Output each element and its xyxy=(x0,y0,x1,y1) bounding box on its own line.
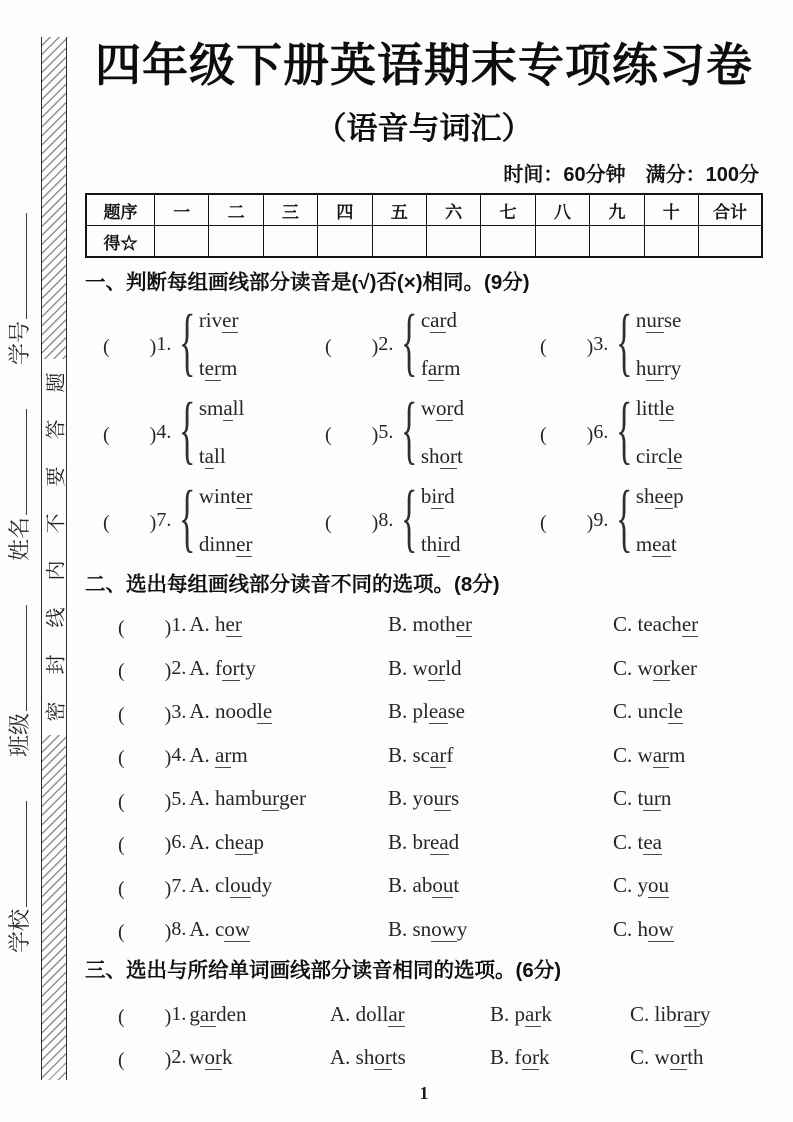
question-number: 1. xyxy=(171,1003,187,1026)
score-empty-cell xyxy=(535,226,589,258)
side-field-name xyxy=(3,409,34,561)
score-empty-cell xyxy=(372,226,426,258)
seal-text-char: 密 xyxy=(45,701,68,722)
stem-word: garden xyxy=(189,1001,247,1026)
score-table-header-cell: 八 xyxy=(535,194,589,226)
option-a: A. noodle xyxy=(189,699,273,724)
fill-in-line xyxy=(6,801,27,907)
mc-question-row xyxy=(85,865,763,909)
option-a: A. her xyxy=(189,612,242,637)
score-table-header-cell: 合计 xyxy=(699,194,763,226)
page-subtitle: （语音与词汇） xyxy=(315,111,533,147)
side-field-label: 学号 xyxy=(7,320,32,365)
option-a: A. arm xyxy=(189,742,248,767)
word-bottom: tall xyxy=(198,443,226,468)
answer-blank: ( ) xyxy=(118,790,172,813)
phonics-pair-item xyxy=(540,389,763,477)
option-c: C. you xyxy=(613,873,670,898)
word-bottom: term xyxy=(198,355,238,380)
score-empty-cell xyxy=(590,226,644,258)
question-number: 1. xyxy=(156,333,172,356)
mc-question-row xyxy=(85,908,763,952)
question-number: 4. xyxy=(171,744,187,767)
question-number: 2. xyxy=(171,1046,187,1069)
phonics-pair-item xyxy=(103,389,325,477)
side-field-label: 学校 xyxy=(7,908,32,953)
fill-in-line xyxy=(6,605,27,711)
phonics-pair-item xyxy=(540,301,763,389)
mc-question-row xyxy=(85,691,763,735)
seal-text-char: 线 xyxy=(45,607,68,628)
question-number: 8. xyxy=(171,918,187,941)
phonics-pair-item xyxy=(325,389,540,477)
question-number: 9. xyxy=(593,509,609,532)
section-1-items xyxy=(85,301,763,565)
question-number: 6. xyxy=(593,421,609,444)
word-bottom: short xyxy=(420,443,463,468)
word-top: winter xyxy=(198,483,253,508)
word-top: card xyxy=(420,307,457,332)
question-number: 3. xyxy=(593,333,609,356)
section-2-heading: 二、选出每组画线部分读音不同的选项。(8分) xyxy=(85,572,500,596)
question-number: 2. xyxy=(171,657,187,680)
answer-blank: ( ) xyxy=(118,616,172,639)
score-table-header-cell: 三 xyxy=(263,194,317,226)
side-field-label: 姓名 xyxy=(7,516,32,561)
brace-glyph: { xyxy=(179,299,196,384)
stem-word: work xyxy=(189,1044,233,1069)
answer-blank: ( ) xyxy=(118,747,172,770)
word-bottom: hurry xyxy=(635,355,682,380)
answer-blank: ( ) xyxy=(325,336,379,359)
word-top: bird xyxy=(420,483,455,508)
score-table-header-cell: 二 xyxy=(209,194,263,226)
option-b: B. park xyxy=(490,1001,552,1026)
page-title: 四年级下册英语期末专项练习卷 xyxy=(95,39,753,91)
question-number: 7. xyxy=(171,874,187,897)
answer-blank: ( ) xyxy=(540,336,594,359)
main-content xyxy=(85,38,763,1104)
page-number: 1 xyxy=(419,1083,429,1104)
word-top: nurse xyxy=(635,307,682,332)
fill-in-line xyxy=(6,409,27,515)
answer-blank: ( ) xyxy=(118,1049,172,1072)
answer-blank: ( ) xyxy=(118,1006,172,1029)
word-top: little xyxy=(635,395,675,420)
score-empty-cell xyxy=(699,226,763,258)
seal-text-char: 要 xyxy=(45,466,68,487)
phonics-pair-item xyxy=(540,477,763,565)
option-c: C. teacher xyxy=(613,612,699,637)
brace-glyph: { xyxy=(179,475,196,560)
answer-blank: ( ) xyxy=(118,660,172,683)
option-a: A. shorts xyxy=(330,1044,406,1069)
answer-blank: ( ) xyxy=(118,921,172,944)
option-b: B. mother xyxy=(388,612,473,637)
side-field-label: 班级 xyxy=(7,712,32,757)
option-c: C. tea xyxy=(613,829,662,854)
brace-glyph: { xyxy=(616,475,633,560)
option-c: C. uncle xyxy=(613,699,683,724)
score-table-header-cell: 十 xyxy=(644,194,698,226)
option-a: A. forty xyxy=(189,655,256,680)
word-top: word xyxy=(420,395,464,420)
brace-glyph: { xyxy=(401,299,418,384)
option-c: C. worth xyxy=(630,1044,704,1069)
mc-question-row xyxy=(85,778,763,822)
score-table-header-cell: 六 xyxy=(426,194,480,226)
side-field-class xyxy=(3,605,34,757)
question-number: 7. xyxy=(156,509,172,532)
answer-blank: ( ) xyxy=(118,703,172,726)
option-b: B. please xyxy=(388,699,465,724)
mc-question-row xyxy=(85,734,763,778)
mc-question-row xyxy=(85,647,763,691)
answer-blank: ( ) xyxy=(118,877,172,900)
option-a: A. cow xyxy=(189,916,250,941)
section-3-heading: 三、选出与所给单词画线部分读音相同的选项。(6分) xyxy=(85,958,562,982)
score-table-header-cell: 九 xyxy=(590,194,644,226)
hatch-pattern xyxy=(42,37,66,359)
word-top: river xyxy=(198,307,239,332)
word-bottom: meat xyxy=(635,531,677,556)
seal-line-strip xyxy=(41,37,67,1080)
score-empty-cell xyxy=(481,226,535,258)
question-number: 1. xyxy=(171,613,187,636)
mc-question-row xyxy=(85,821,763,865)
question-number: 3. xyxy=(171,700,187,723)
option-c: C. worker xyxy=(613,655,698,680)
question-number: 5. xyxy=(171,787,187,810)
phonics-pair-item xyxy=(325,301,540,389)
question-number: 2. xyxy=(378,333,394,356)
brace-glyph: { xyxy=(616,387,633,472)
score-empty-cell xyxy=(155,226,209,258)
brace-glyph: { xyxy=(179,387,196,472)
option-c: C. turn xyxy=(613,786,672,811)
answer-blank: ( ) xyxy=(103,424,157,447)
phonics-pair-item xyxy=(325,477,540,565)
section-1-heading: 一、判断每组画线部分读音是(√)否(×)相同。(9分) xyxy=(85,271,530,295)
word-top: sheep xyxy=(635,483,684,508)
side-field-student-number xyxy=(3,213,34,365)
question-number: 8. xyxy=(378,509,394,532)
option-c: C. how xyxy=(613,916,674,941)
option-a: A. hamburger xyxy=(189,786,306,811)
score-table-header-row xyxy=(86,194,762,226)
seal-text-char: 题 xyxy=(45,372,68,393)
brace-glyph: { xyxy=(401,387,418,472)
seal-text-char: 封 xyxy=(45,654,68,675)
mc-question-row xyxy=(85,993,763,1036)
seal-text-char: 内 xyxy=(45,560,68,581)
sidebar-fill-labels xyxy=(3,131,37,953)
fill-in-line xyxy=(6,213,27,319)
word-bottom: circle xyxy=(635,443,683,468)
phonics-pair-item xyxy=(103,477,325,565)
option-b: B. fork xyxy=(490,1044,550,1069)
score-empty-cell xyxy=(644,226,698,258)
score-table-header-cell: 题序 xyxy=(86,194,155,226)
brace-glyph: { xyxy=(401,475,418,560)
hatch-pattern xyxy=(42,735,66,1080)
option-b: B. snowy xyxy=(388,916,468,941)
option-b: B. about xyxy=(388,873,460,898)
option-c: C. library xyxy=(630,1001,711,1026)
seal-text-char: 不 xyxy=(45,513,68,534)
word-bottom: farm xyxy=(420,355,461,380)
exam-time-score-info: 时间：60分钟 满分：100分 xyxy=(503,164,759,187)
score-empty-cell xyxy=(209,226,263,258)
word-bottom: dinner xyxy=(198,531,253,556)
option-a: A. cloudy xyxy=(189,873,273,898)
score-table-header-cell: 四 xyxy=(318,194,372,226)
answer-blank: ( ) xyxy=(103,512,157,535)
score-table-header-cell: 七 xyxy=(481,194,535,226)
score-empty-cell xyxy=(318,226,372,258)
option-b: B. bread xyxy=(388,829,460,854)
word-top: small xyxy=(198,395,245,420)
mc-question-row xyxy=(85,604,763,648)
score-table-score-row xyxy=(86,226,762,258)
answer-blank: ( ) xyxy=(325,512,379,535)
option-a: A. dollar xyxy=(330,1001,405,1026)
score-table-header-cell: 一 xyxy=(155,194,209,226)
brace-glyph: { xyxy=(616,299,633,384)
phonics-pair-item xyxy=(103,301,325,389)
answer-blank: ( ) xyxy=(540,424,594,447)
option-b: B. world xyxy=(388,655,462,680)
score-empty-cell xyxy=(426,226,480,258)
side-field-school xyxy=(3,801,34,953)
option-b: B. scarf xyxy=(388,742,454,767)
question-number: 4. xyxy=(156,421,172,444)
answer-blank: ( ) xyxy=(103,336,157,359)
option-b: B. yours xyxy=(388,786,460,811)
question-number: 5. xyxy=(378,421,394,444)
section-2-items xyxy=(85,604,763,952)
option-c: C. warm xyxy=(613,742,686,767)
score-label-cell: 得☆ xyxy=(86,226,155,258)
answer-blank: ( ) xyxy=(540,512,594,535)
question-number: 6. xyxy=(171,831,187,854)
word-bottom: third xyxy=(420,531,461,556)
answer-blank: ( ) xyxy=(118,834,172,857)
score-table-header-cell: 五 xyxy=(372,194,426,226)
seal-text-char: 答 xyxy=(45,419,68,440)
option-a: A. cheap xyxy=(189,829,264,854)
score-table xyxy=(85,193,763,258)
answer-blank: ( ) xyxy=(325,424,379,447)
score-empty-cell xyxy=(263,226,317,258)
section-3-items xyxy=(85,993,763,1079)
mc-question-row xyxy=(85,1036,763,1079)
